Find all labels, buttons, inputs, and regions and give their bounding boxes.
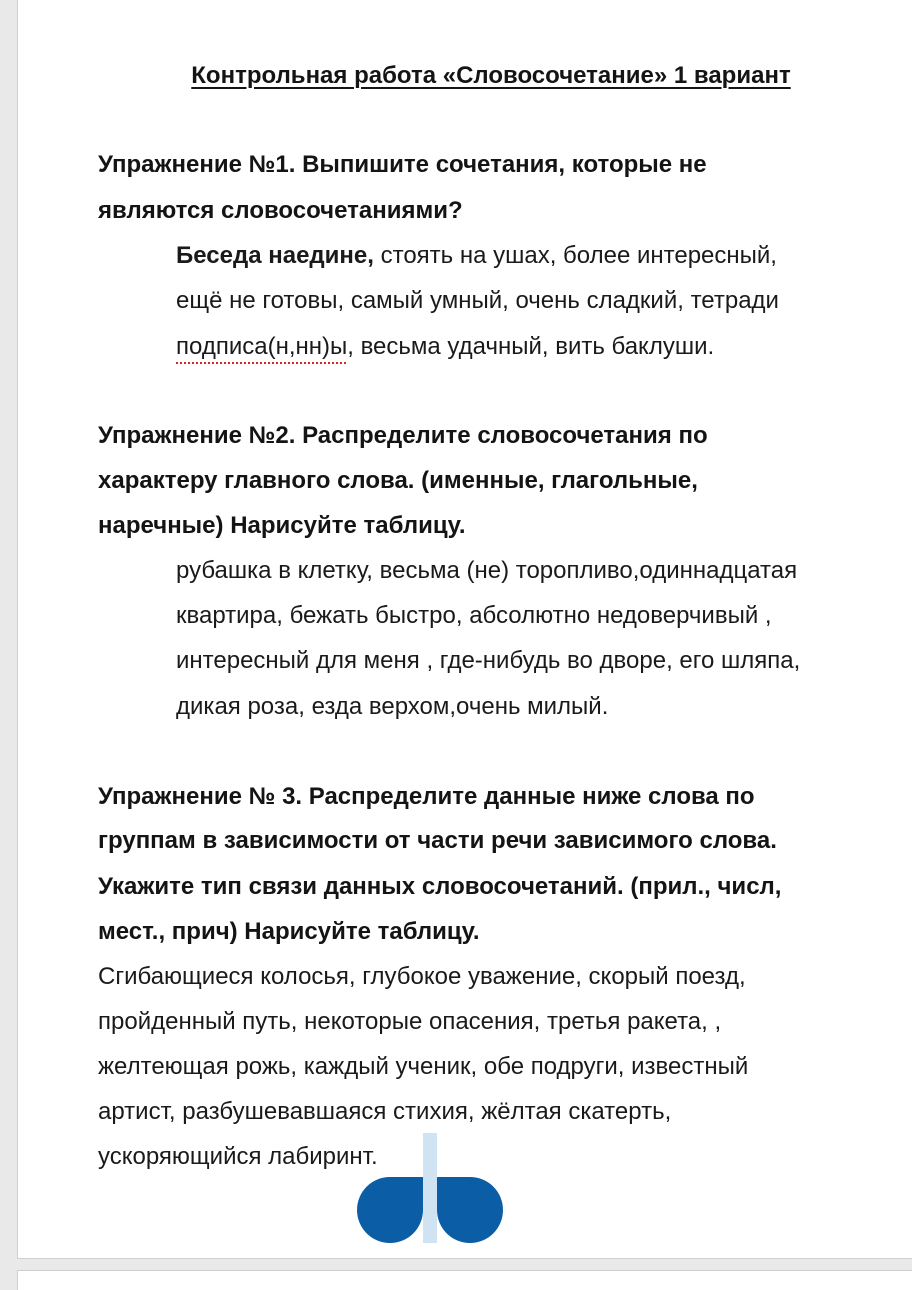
logo-bar-icon — [423, 1133, 437, 1243]
exercise3-text-line1: Сгибающиеся колосья, глубокое уважение, скорый поезд, — [98, 963, 746, 990]
exercise1-text-line1-rest: стоять на ушах, более интересный, — [373, 242, 777, 269]
exercise2-text-line3: интересный для меня , где-нибудь во дворе, его шляпа, — [176, 647, 801, 674]
exercise1-text-line2: ещё не готовы, самый умный, очень сладкий, тетради — [176, 287, 779, 314]
exercise1-text-line3-rest: , весьма удачный, вить баклуши. — [347, 333, 715, 360]
exercise1-heading-line2: являются словосочетаниями? — [98, 197, 463, 224]
exercise3-text-line4: артист, разбушевавшаяся стихия, жёлтая скатерть, — [98, 1098, 672, 1125]
exercise2-heading-line3: наречные) Нарисуйте таблицу. — [98, 512, 466, 539]
exercise2-heading-line1: Упражнение №2. Распределите словосочетания по — [98, 422, 708, 449]
exercise2-text-line4: дикая роза, езда верхом,очень милый. — [176, 693, 609, 720]
spellcheck-word: подписа(н,нн)ы — [176, 333, 348, 360]
document-title: Контрольная работа «Словосочетание» 1 вариант — [191, 62, 791, 89]
exercise3-heading-line3: Укажите тип связи данных словосочетаний. (прил., числ, — [98, 873, 782, 900]
next-document-page — [17, 1270, 912, 1290]
exercise1-text-line1 — [176, 233, 894, 279]
exercise3-text-line3: желтеющая рожь, каждый ученик, обе подруги, известный — [98, 1053, 749, 1080]
exercise2-text-line1: рубашка в клетку, весьма (не) торопливо,одиннадцатая — [176, 557, 798, 584]
exercise3-heading-line2: группам в зависимости от части речи зависимого слова. — [98, 827, 777, 854]
exercise1-bold-start: Беседа наедине, — [176, 242, 374, 269]
exercise3-text-line5: ускоряющийся лабиринт. — [98, 1143, 378, 1170]
exercise1-heading-line1: Упражнение №1. Выпишите сочетания, которые не — [98, 151, 707, 178]
exercise3-text-line2: пройденный путь, некоторые опасения, третья ракета, , — [98, 1008, 722, 1035]
exercise2-text-line2: квартира, бежать быстро, абсолютно недоверчивый , — [176, 602, 772, 629]
logo-left-petal-icon — [357, 1177, 423, 1243]
logo-right-petal-icon — [437, 1177, 503, 1243]
exercise3-heading-line4: мест., прич) Нарисуйте таблицу. — [98, 918, 480, 945]
exercise2-heading-line2: характеру главного слова. (именные, глагольные, — [98, 467, 698, 494]
exercise3-heading-line1: Упражнение № 3. Распределите данные ниже слова по — [98, 783, 755, 810]
exercise1-text-line3 — [176, 324, 894, 370]
